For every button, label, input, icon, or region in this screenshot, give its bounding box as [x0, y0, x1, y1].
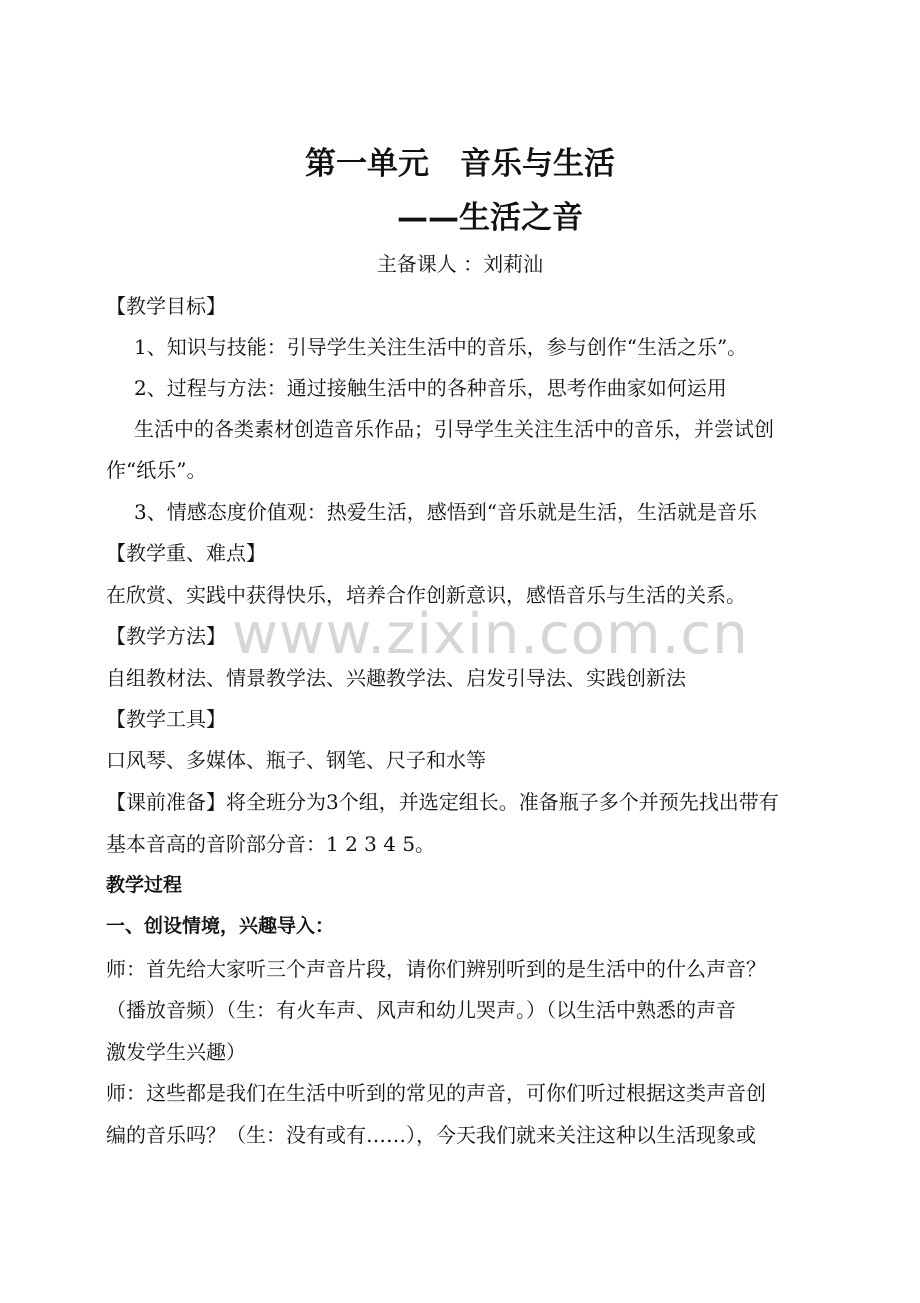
paragraph-line: 编的音乐吗？（生：没有或有……），今天我们就来关注这种以生活现象或	[106, 1123, 756, 1147]
objective-2-cont2: 作“纸乐”。	[106, 458, 207, 482]
objective-3: 3、情感态度价值观：热爱生活，感悟到“音乐就是生活，生活就是音乐	[134, 500, 757, 524]
section-heading-key-points: 【教学重、难点】	[106, 541, 266, 565]
methods-text: 自组教材法、情景教学法、兴趣教学法、启发引导法、实践创新法	[106, 666, 686, 690]
paragraph-line: 师：首先给大家听三个声音片段，请你们辨别听到的是生活中的什么声音？	[106, 957, 766, 981]
document-subtitle: ——生活之音	[397, 200, 583, 236]
preparation-text-cont: 基本音高的音阶部分音：1 2 3 4 5。	[106, 832, 436, 856]
document-title: 第一单元 音乐与生活	[305, 146, 615, 182]
key-points-text: 在欣赏、实践中获得快乐，培养合作创新意识，感悟音乐与生活的关系。	[106, 583, 746, 607]
paragraph-line: （播放音频）（生：有火车声、风声和幼儿哭声。）（以生活中熟悉的声音	[106, 998, 736, 1022]
tools-text: 口风琴、多媒体、瓶子、钢笔、尺子和水等	[106, 748, 486, 772]
objective-2-cont: 生活中的各类素材创造音乐作品；引导学生关注生活中的音乐，并尝试创	[134, 417, 774, 441]
section-heading-process: 教学过程	[106, 874, 183, 896]
section-heading-methods: 【教学方法】	[106, 624, 226, 648]
author-line: 主备课人 ：刘莉汕	[376, 252, 544, 276]
step-1-heading: 一、创设情境，兴趣导入：	[106, 915, 335, 937]
paragraph-line: 激发学生兴趣）	[106, 1040, 246, 1064]
objective-2: 2、过程与方法：通过接触生活中的各种音乐，思考作曲家如何运用	[134, 376, 727, 400]
section-heading-objectives: 【教学目标】	[106, 294, 226, 318]
preparation-text: 【课前准备】将全班分为3个组，并选定组长。准备瓶子多个并预先找出带有	[106, 790, 779, 814]
paragraph-line: 师：这些都是我们在生活中听到的常见的声音，可你们听过根据这类声音创	[106, 1081, 766, 1105]
objective-1: 1、知识与技能：引导学生关注生活中的音乐，参与创作“生活之乐”。	[134, 335, 748, 359]
watermark: www.zixin.com.cn	[232, 602, 749, 667]
section-heading-tools: 【教学工具】	[106, 707, 226, 731]
